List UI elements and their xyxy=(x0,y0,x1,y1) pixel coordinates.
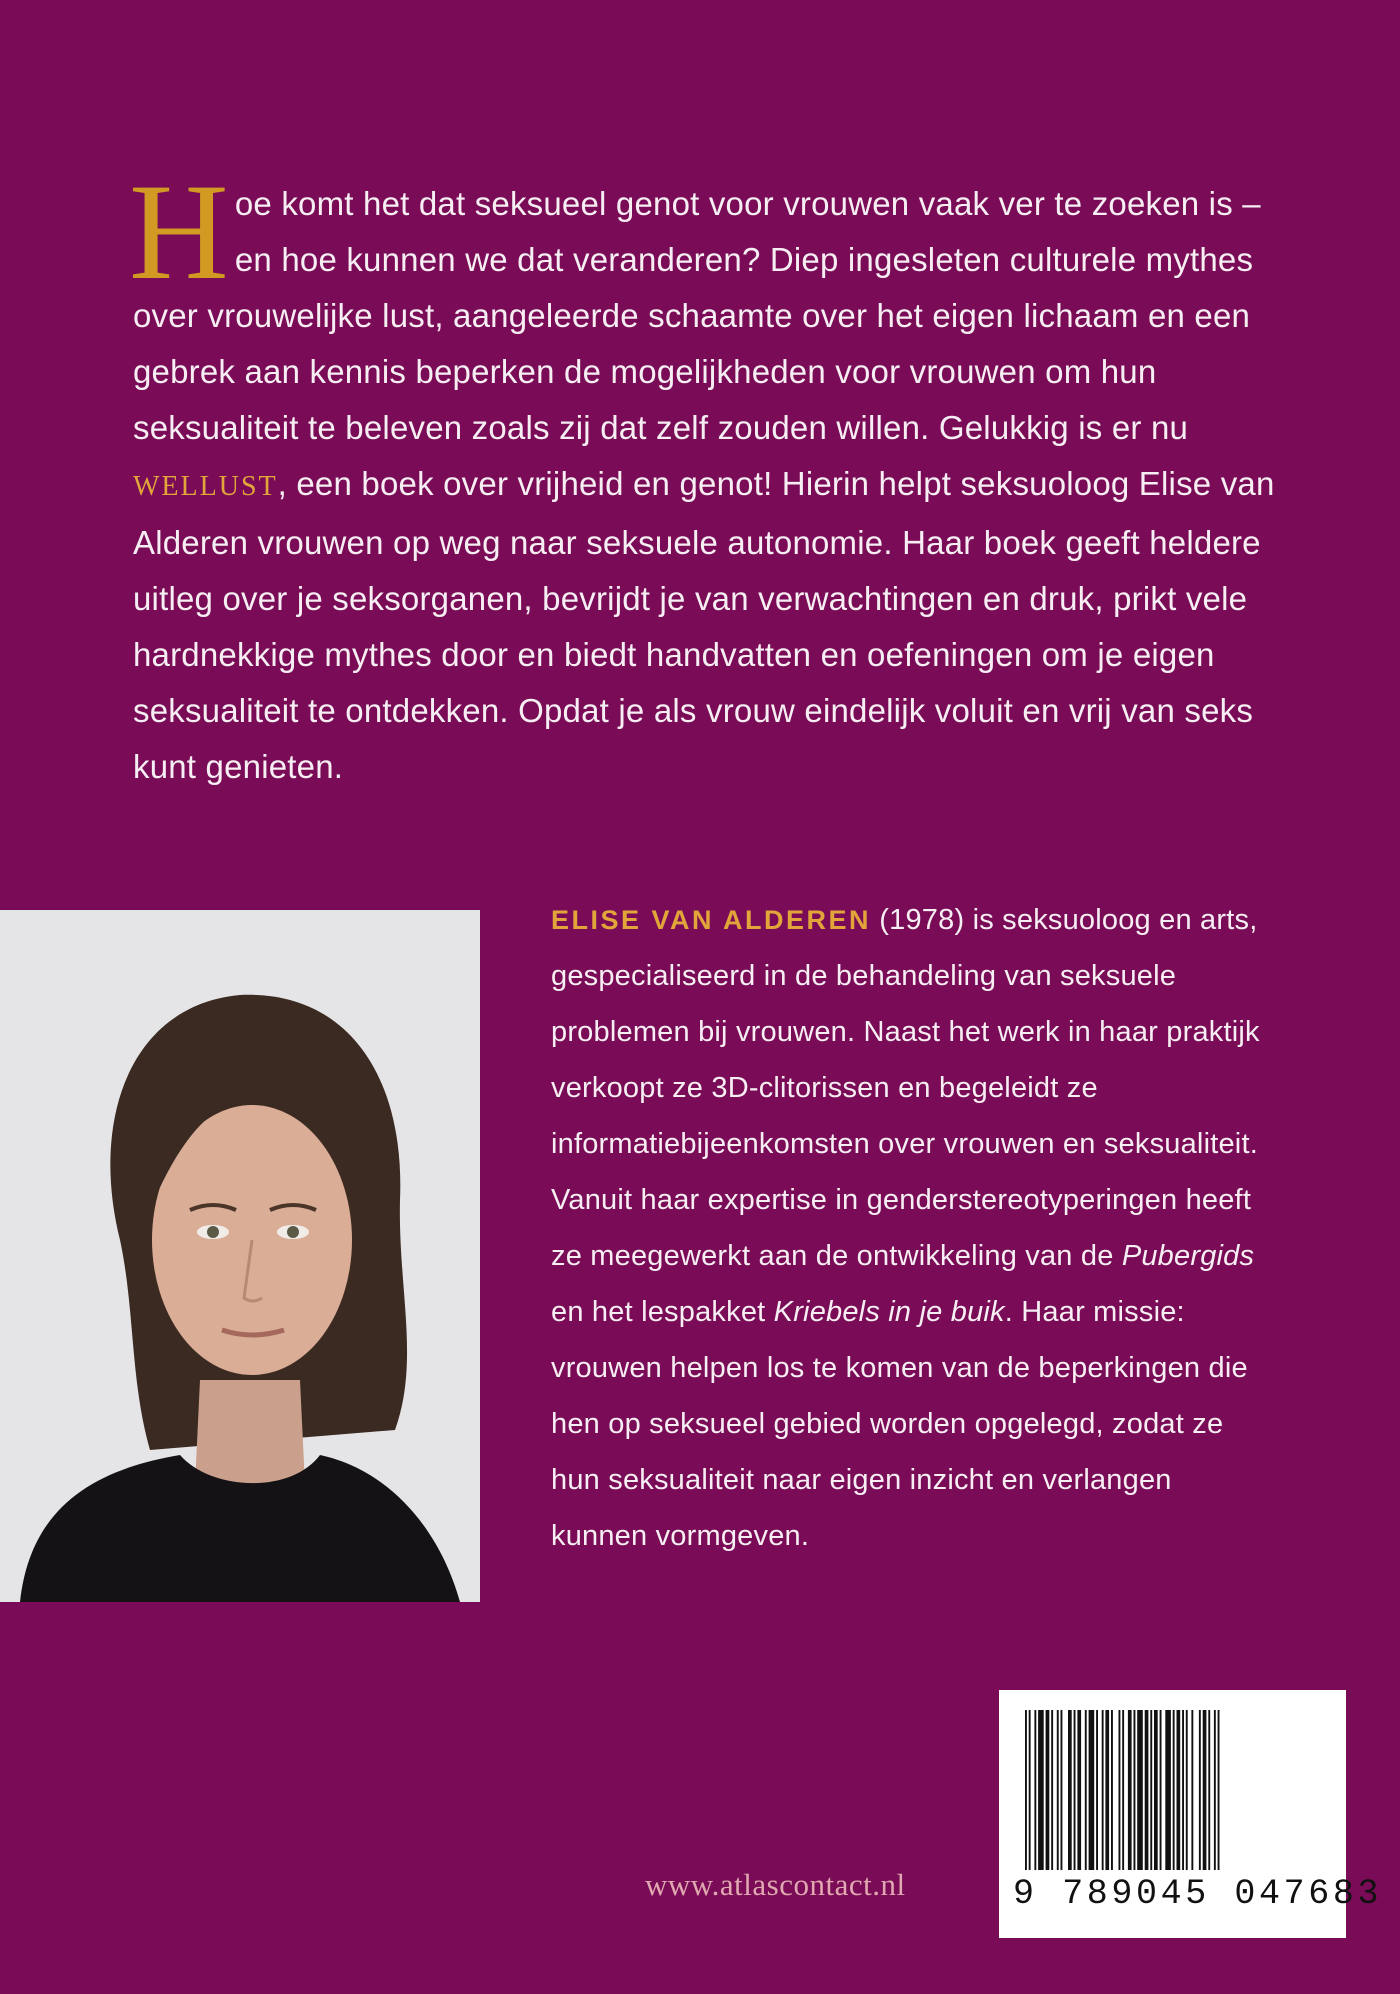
bio-text-part3: . Haar missie: vrouwen helpen los te komen van de beperkingen die hen op seksueel gebied worden opgelegd, zodat ze hun seksualiteit naar eigen inzicht en verlangen kunnen vormgeven. xyxy=(551,1296,1248,1552)
barcode-bars xyxy=(1025,1710,1321,1870)
bio-text-part2: en het lespakket xyxy=(551,1296,774,1328)
book-title: WELLUST xyxy=(133,471,278,502)
barcode xyxy=(999,1690,1383,1938)
publisher-website[interactable]: www.atlascontact.nl xyxy=(645,1867,906,1902)
blurb-paragraph xyxy=(129,155,1283,795)
author-name: ELISE VAN ALDEREN xyxy=(551,905,872,935)
blurb-text-part2: , een boek over vrijheid en genot! Hierin helpt seksuoloog Elise van Alderen vrouwen op weg naar seksuele autonomie. Haar boek geeft heldere uitleg over je seksorganen, bevrijdt je van verwachtingen en druk, prikt vele hardnekkige mythes door en biedt handvatten en oefeningen om je eigen seksualiteit te ontdekken. Opdat je als vrouw eindelijk voluit en vrij van seks kunt genieten. xyxy=(133,465,1275,785)
drop-cap: H xyxy=(129,155,229,308)
bio-text-part1: (1978) is seksuoloog en arts, gespecialiseerd in de behandeling van seksuele problemen bij vrouwen. Naast het werk in haar praktijk verkoopt ze 3D-clitorissen en begeleidt ze informatiebijeenkomsten over vrouwen en seksualiteit. Vanuit haar expertise in genderstereotyperingen heeft ze meegewerkt aan de ontwikkeling van de xyxy=(551,904,1260,1272)
blurb-text-part1: oe komt het dat seksueel genot voor vrouwen vaak ver te zoeken is – en hoe kunnen we dat veranderen? Diep ingesleten culturele mythes over vrouwelijke lust, aangeleerde schaamte over het eigen lichaam en een gebrek aan kennis beperken de mogelijkheden voor vrouwen om hun seksualiteit te beleven zoals zij dat zelf zouden willen. Gelukkig is er nu xyxy=(133,185,1261,446)
bio-title-pubergids: Pubergids xyxy=(1121,1240,1255,1272)
author-bio xyxy=(551,892,1261,1564)
author-photo xyxy=(0,910,480,1602)
isbn-number: 9 789045 047683 xyxy=(1013,1874,1383,1914)
bio-title-kriebels: Kriebels in je buik xyxy=(773,1296,1005,1328)
